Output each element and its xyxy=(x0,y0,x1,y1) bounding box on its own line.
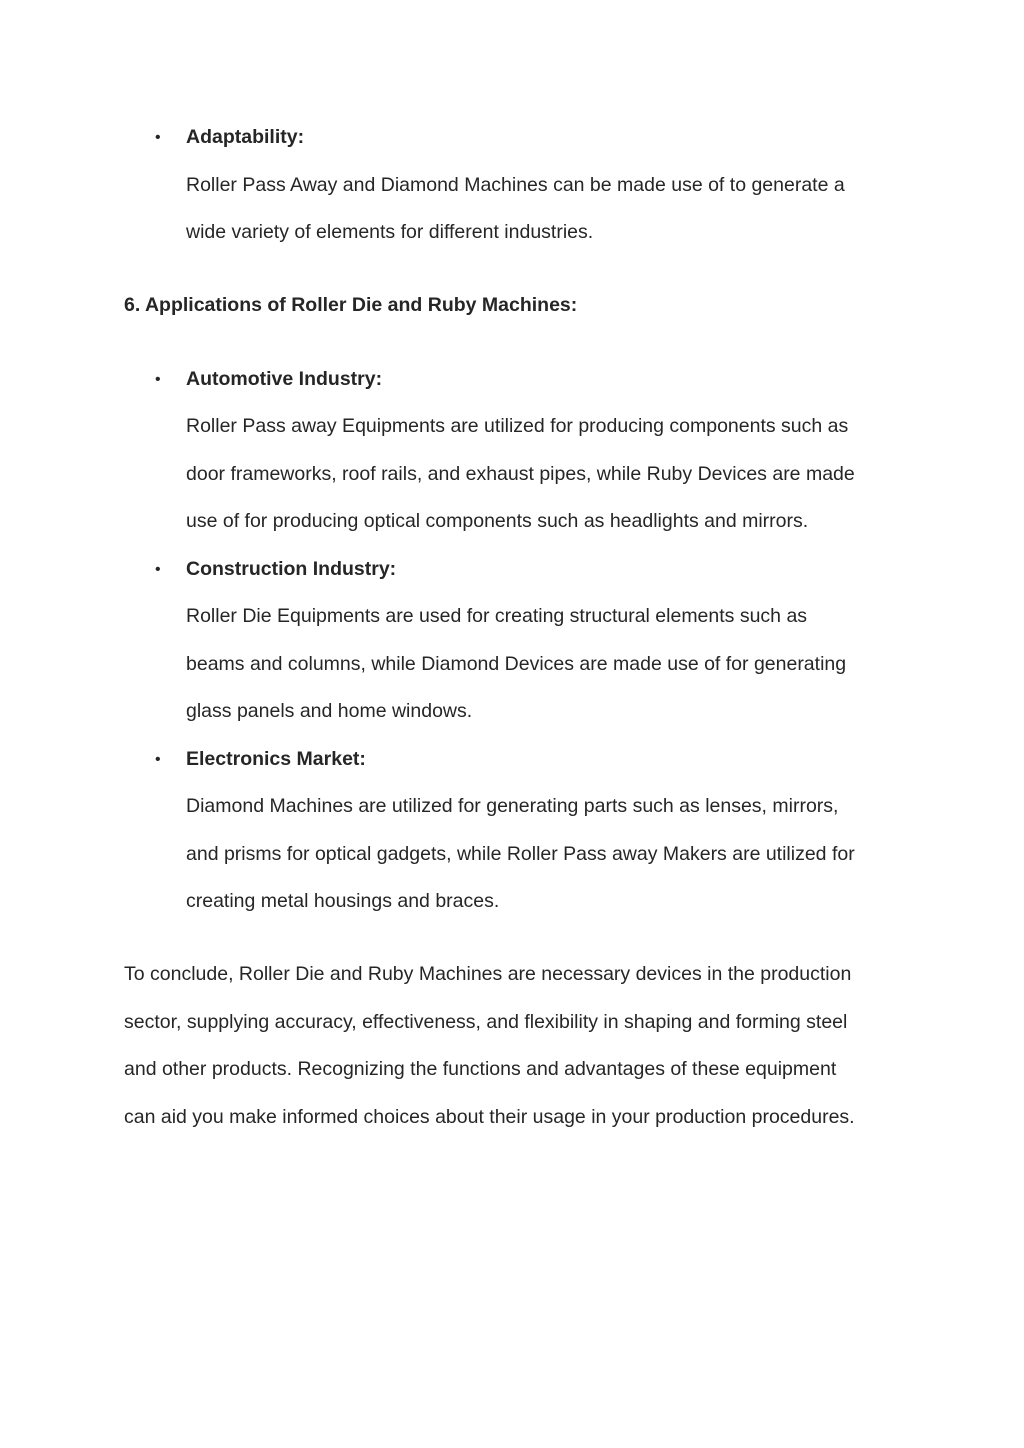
bullet-icon: • xyxy=(155,751,161,768)
electronics-line: Diamond Machines are utilized for generating parts such as lenses, mirrors, xyxy=(186,795,839,817)
construction-line: glass panels and home windows. xyxy=(186,700,473,722)
conclusion-line: To conclude, Roller Die and Ruby Machines are necessary devices in the production xyxy=(124,963,852,985)
conclusion-line: can aid you make informed choices about their usage in your production procedures. xyxy=(124,1106,855,1128)
bullet-icon: • xyxy=(155,129,161,146)
adaptability-line: wide variety of elements for different industries. xyxy=(186,221,594,243)
construction-line: Roller Die Equipments are used for creating structural elements such as xyxy=(186,605,808,627)
conclusion-line: and other products. Recognizing the functions and advantages of these equipment xyxy=(124,1058,837,1080)
automotive-line: use of for producing optical components such as headlights and mirrors. xyxy=(186,510,809,532)
section-heading-applications: 6. Applications of Roller Die and Ruby Machines: xyxy=(124,294,578,316)
adaptability-line: Roller Pass Away and Diamond Machines can be made use of to generate a xyxy=(186,174,845,196)
bullet-icon: • xyxy=(155,561,161,578)
electronics-heading: Electronics Market: xyxy=(186,748,366,770)
construction-line: beams and columns, while Diamond Devices are made use of for generating xyxy=(186,653,847,675)
adaptability-heading: Adaptability: xyxy=(186,126,305,148)
construction-heading: Construction Industry: xyxy=(186,558,397,580)
electronics-line: and prisms for optical gadgets, while Roller Pass away Makers are utilized for xyxy=(186,843,855,865)
automotive-line: door frameworks, roof rails, and exhaust pipes, while Ruby Devices are made xyxy=(186,463,855,485)
electronics-line: creating metal housings and braces. xyxy=(186,890,500,912)
bullet-icon: • xyxy=(155,371,161,388)
automotive-line: Roller Pass away Equipments are utilized for producing components such as xyxy=(186,415,849,437)
automotive-heading: Automotive Industry: xyxy=(186,368,383,390)
conclusion-line: sector, supplying accuracy, effectiveness, and flexibility in shaping and forming steel xyxy=(124,1011,848,1033)
